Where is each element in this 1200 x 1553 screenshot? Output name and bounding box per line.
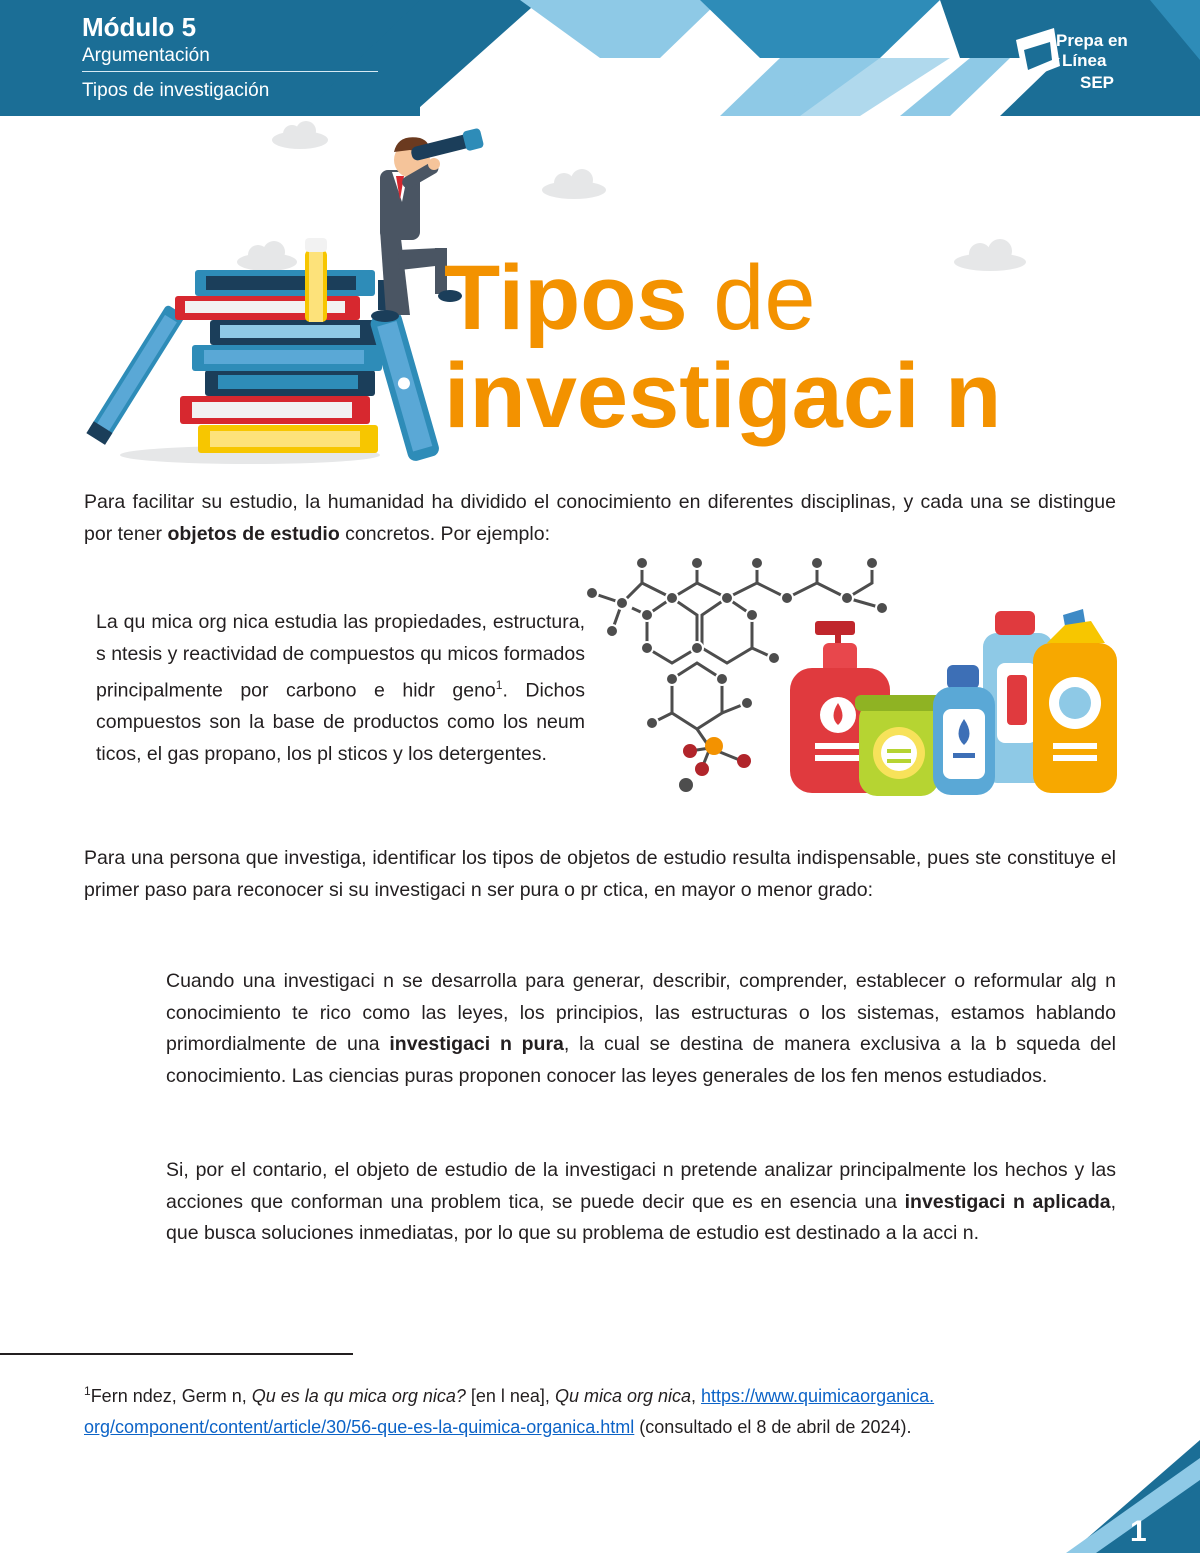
intro-text-end: concretos. Por ejemplo: [339,522,550,545]
cloud-icon [950,238,1030,272]
applied-research-paragraph [166,1155,1116,1250]
footnote [84,1376,1116,1443]
footnote-url-part-1[interactable]: https://www.quimicaorganica. [701,1386,935,1406]
detergent-bottles-illustration [775,603,1125,798]
hero-title-line-2: investigaci n [444,345,1002,447]
footnote-consulted: (consultado el 8 de abril de 2024). [634,1417,912,1437]
footnote-site: Qu mica org nica [554,1386,691,1406]
researcher-on-books-illustration [80,120,460,470]
footnote-divider [0,1353,353,1355]
logo-text-3: SEP [1080,73,1115,92]
header-divider [82,71,378,72]
intro-paragraph [84,487,1116,550]
page-corner-decoration [1040,1440,1200,1553]
hero-title-word-de: de [687,247,816,349]
applied-bold: investigaci n aplicada [904,1190,1111,1213]
footnote-number: 1 [84,1384,91,1398]
footnote-title: Qu es la qu mica org nica? [251,1386,466,1406]
footnote-medium: [en l nea], [465,1386,555,1406]
page-number: 1 [1130,1515,1147,1548]
hero-title-word-tipos: Tipos [444,247,688,349]
organic-chemistry-paragraph [96,607,585,770]
module-title: Módulo 5 [82,12,197,42]
intro-text: Para facilitar su estudio, la humanidad ha dividido el conocimiento en diferentes disciplinas, y cada una se distingue por tener [84,491,1116,545]
pure-bold: investigaci n pura [389,1033,564,1055]
logo-text-2: Línea [1062,51,1107,70]
hero-title-line-1 [444,248,816,348]
pure-text-end: , la cual se destina de manera exclusiva a la b squeda del conocimiento. Las ciencias puras proponen conocer las leyes generales de los fen menos estudiados. [166,1033,1116,1087]
chem-text: La qu mica org nica estudia las propiedades, estructura, s ntesis y reactividad de compuestos qu micos formados principalmente por carbono e hidr geno [96,611,585,702]
topic-name: Tipos de investigación [82,80,270,101]
footnote-url-part-2[interactable]: org/component/content/article/30/56-que-es-la-quimica-organica.html [84,1417,635,1437]
intro-bold: objetos de estudio [167,522,340,545]
footnote-author: Fern ndez, Germ n, [90,1386,252,1406]
subject-name: Argumentación [82,45,210,66]
applied-text: Si, por el contario, el objeto de estudio de la investigaci n pretende analizar principalmente los hechos y las acciones que conforman una problem tica, se puede decir que es en esencia una [166,1159,1116,1213]
footnote-ref: 1 [495,678,503,692]
cloud-icon [538,168,610,200]
research-types-paragraph: Para una persona que investiga, identificar los tipos de objetos de estudio resulta indispensable, pues ste constituye el primer paso para reconocer si su investigaci n ser pura o pr ctica, en mayor o menor grado: [84,847,1116,901]
chem-text-end: . Dichos compuestos son la base de productos como los neum ticos, el gas propano, los pl sticos y los detergentes. [96,679,585,765]
pure-text: Cuando una investigaci n se desarrolla para generar, describir, comprender, establecer o reformular alg n conocimiento te rico como las leyes, los principios, las estructuras o los sistemas, estamos hablando primordialmente de una [166,970,1116,1055]
pure-research-paragraph [166,966,1116,1092]
logo-text-1: Prepa en [1056,31,1128,50]
footnote-separator: , [691,1386,702,1406]
applied-text-end: , que busca soluciones inmediatas, por lo que su problema de estudio est destinado a la acci n. [166,1190,1116,1244]
prepa-en-linea-logo [1010,20,1128,100]
